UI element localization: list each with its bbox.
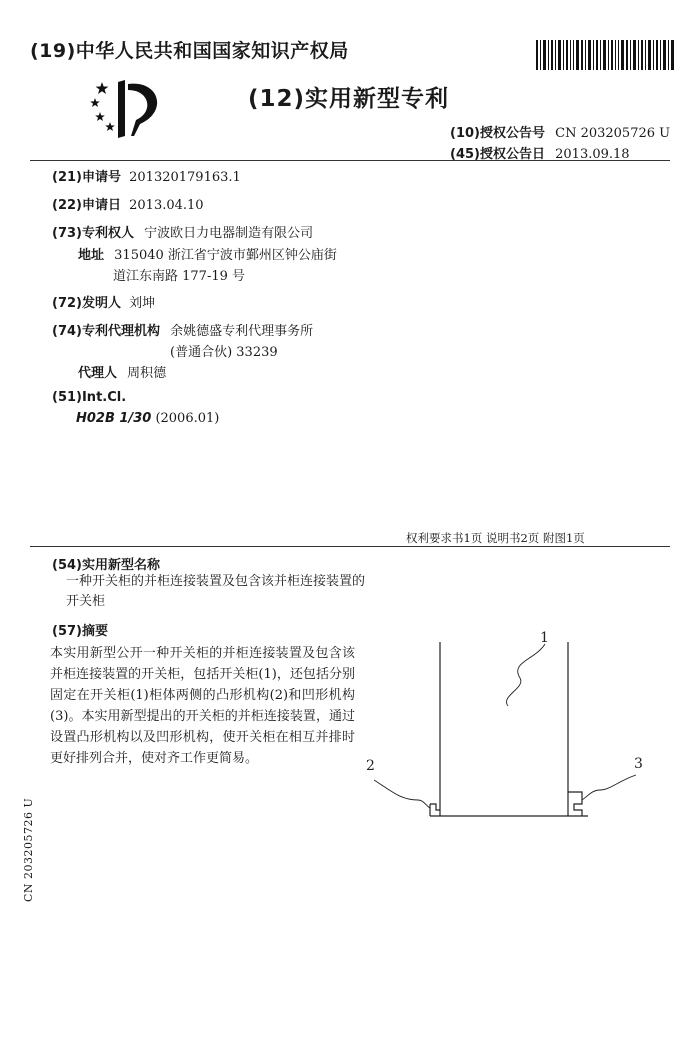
publication-number-row [450,122,670,141]
header-divider [30,160,670,161]
figure-label-1: 1 [540,630,549,646]
abstract-text: 本实用新型公开一种开关柜的并柜连接装置及包含该并柜连接装置的开关柜，包括开关柜(1)，还包括分别固定在开关柜(1)柜体两侧的凸形机构(2)和凹形机构(3)。本实用新型提出的开关柜的并柜连接装置，通过设置凸形机构以及凹形机构，使开关柜在相互并排时更好排列合并，使对齐工作更简易。 [50,646,355,766]
patentee-row [52,222,313,241]
agency-label: (74)专利代理机构 [52,324,160,339]
application-number-row [52,166,241,185]
agency-line-2-row [170,341,278,360]
address-label: 地址 [78,248,105,263]
abstract-figure [360,620,680,830]
agency-code: (普通合伙) 33239 [170,345,278,360]
utility-model-title: 一种开关柜的并柜连接装置及包含该并柜连接装置的开关柜 [66,574,366,609]
concave-mechanism-shape [568,792,582,816]
ipc-label: (51)Int.Cl. [52,390,127,405]
ipc-label-row [52,390,126,405]
figure-label-2: 2 [366,758,375,774]
address-line-2-row [113,265,245,284]
title-section-label: (54)实用新型名称 [52,558,160,573]
side-publication-code: CN 203205726 U [22,797,35,902]
agent-label: 代理人 [78,366,118,381]
leader-line-1 [506,644,545,706]
application-number-label: (21)申请号 [52,170,121,185]
inventor: 刘坤 [129,296,156,311]
inventor-label: (72)发明人 [52,296,121,311]
agent-row [78,362,166,381]
publication-number-label: (10)授权公告号 [450,126,545,141]
address-line-2: 道江东南路 177-19 号 [113,269,246,284]
issuing-office: (19)中华人民共和国国家知识产权局 [30,40,349,62]
agent: 周积德 [127,366,167,381]
abstract-heading [52,620,108,639]
address-row [78,244,337,263]
page-counts: 权利要求书1页 说明书2页 附图1页 [406,531,585,545]
bibliography-divider [30,546,670,547]
patentee: 宁波欧日力电器制造有限公司 [144,226,314,241]
patent-type-title: (12)实用新型专利 [248,86,450,112]
application-date: 2013.04.10 [129,198,204,213]
patent-office-logo [88,78,170,140]
utility-model-title-heading [52,554,160,573]
leader-line-2 [374,780,430,808]
figure-label-3: 3 [634,756,643,772]
ipc-code: H02B 1/30 [76,411,152,426]
application-number: 201320179163.1 [129,170,241,185]
address-line-1: 315040 浙江省宁波市鄞州区钟公庙街 [114,248,337,263]
agency: 余姚德盛专利代理事务所 [170,324,314,339]
ipc-code-row [76,411,219,426]
publication-number: CN 203205726 U [555,126,671,141]
application-date-label: (22)申请日 [52,198,121,213]
agency-row [52,320,313,339]
application-date-row [52,194,204,213]
inventor-row [52,292,155,311]
patentee-label: (73)专利权人 [52,226,134,241]
ipc-year: (2006.01) [155,411,220,426]
publication-date: 2013.09.18 [555,147,630,162]
publication-date-label: (45)授权公告日 [450,147,545,162]
abstract-label: (57)摘要 [52,624,108,639]
barcode [536,40,674,70]
leader-line-3 [582,775,636,800]
convex-mechanism-shape [430,804,440,816]
